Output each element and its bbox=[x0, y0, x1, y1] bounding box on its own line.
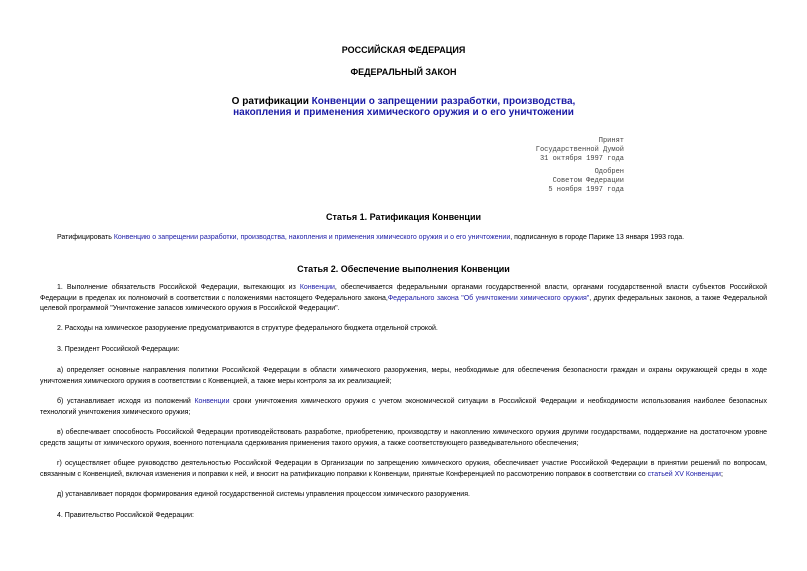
duma-label: Государственной Думой bbox=[535, 146, 624, 154]
duma-date: 31 октября 1997 года bbox=[539, 155, 624, 163]
article2-heading: Статья 2. Обеспечение выполнения Конвенции bbox=[297, 264, 510, 274]
article2-pa: а) определяет основные направления политики Российской Федерации в области химического разоружения, меры, необходимые для обеспечения безопасности граждан и охраны окружающей среды в ходе уничтожения химического оружия в соответствии с Конвенцией, а также меры контроля за их реализацией; bbox=[40, 367, 767, 385]
article2-pd: д) устанавливает порядок формирования единой государственной системы управления процессом химического разоружения. bbox=[57, 491, 470, 498]
adoption-council bbox=[424, 168, 624, 195]
article1-convention-link[interactable]: Конвенцию о запрещении разработки, производства, накопления и применения химического оружия и о его уничтожении bbox=[113, 234, 511, 241]
council-label: Советом Федерации bbox=[552, 177, 624, 185]
pb-end: сроки уничтожения химического оружия с учетом экономической ситуации в Российской Федерации и необходимости использования наиболее безопасных технологий уничтожения химического оружия; bbox=[40, 398, 767, 416]
article2-p4: 4. Правительство Российской Федерации: bbox=[57, 512, 194, 519]
article2-p3: 3. Президент Российской Федерации: bbox=[57, 346, 180, 353]
p1-convention-link[interactable]: Конвенции bbox=[299, 284, 335, 291]
title-convention-link[interactable]: Конвенции о запрещении разработки, производства, bbox=[311, 96, 576, 107]
pb-start: б) устанавливает исходя из положений bbox=[57, 398, 195, 405]
approved-label: Одобрен bbox=[594, 168, 624, 176]
law-title bbox=[0, 96, 807, 118]
p1-federal-law-link[interactable]: Федерального закона "Об уничтожении химического оружия" bbox=[387, 294, 590, 302]
pg-end: ; bbox=[720, 470, 723, 478]
title-prefix: О ратификации bbox=[231, 96, 312, 107]
article2-p1 bbox=[40, 283, 767, 315]
title-convention-link-line2[interactable]: накопления и применения химического оружия и о его уничтожении bbox=[233, 107, 574, 118]
article1-text-end: , подписанную в городе Париже 13 января 1993 года. bbox=[510, 234, 685, 241]
p1-start: 1. Выполнение обязательств Российской Федерации, вытекающих из bbox=[57, 284, 300, 291]
p1-mid: , обеспечивается федеральными органами государственной власти, органами государственной власти субъектов Российской Федерации в пределах их полномочий в соответствии с положениями настоящего Федерального закона, bbox=[40, 284, 767, 302]
p1-end: , других федеральных законов, а также Федеральной целевой программой "Уничтожение запасов химического оружия в Российской Федерации". bbox=[40, 294, 768, 312]
article1-text bbox=[40, 233, 767, 244]
article2-p2: 2. Расходы на химическое разоружение предусматриваются в структуре федерального бюджета отдельной строкой. bbox=[57, 325, 438, 332]
article1-text-start: Ратифицировать bbox=[57, 234, 114, 241]
adoption-duma bbox=[424, 137, 624, 164]
doc-type-heading: ФЕДЕРАЛЬНЫЙ ЗАКОН bbox=[350, 67, 457, 77]
article2-pb bbox=[40, 397, 767, 418]
pb-convention-link[interactable]: Конвенции bbox=[194, 398, 230, 405]
council-date: 5 ноября 1997 года bbox=[548, 186, 624, 194]
country-heading: РОССИЙСКАЯ ФЕДЕРАЦИЯ bbox=[341, 45, 466, 55]
article2-pg bbox=[40, 459, 767, 480]
accepted-label: Принят bbox=[598, 137, 624, 145]
article2-pv: в) обеспечивает способность Российской Федерации противодействовать разработке, приобретению, производству и накоплению химического оружия другими государствами, поддержание на достаточном уровне средств защиты от химического оружия, военного потенциала сдерживания применения такого оружия, а также соответствующего разведывательного обеспечения; bbox=[40, 429, 767, 447]
pg-start: г) осуществляет общее руководство деятельностью Российской Федерации в Организации по запрещению химического оружия, обеспечивает участие Российской Федерации в принятии решений по вопросам, связанным с Конвенцией, включая изменения и поправки к ней, и вносит на ратификацию поправки к Конвенции, принятые Конференцией по рассмотрению поправок в соответствии со bbox=[40, 460, 767, 478]
pg-article-xv-link[interactable]: статьей XV Конвенции bbox=[647, 470, 721, 478]
article1-heading: Статья 1. Ратификация Конвенции bbox=[325, 212, 482, 222]
